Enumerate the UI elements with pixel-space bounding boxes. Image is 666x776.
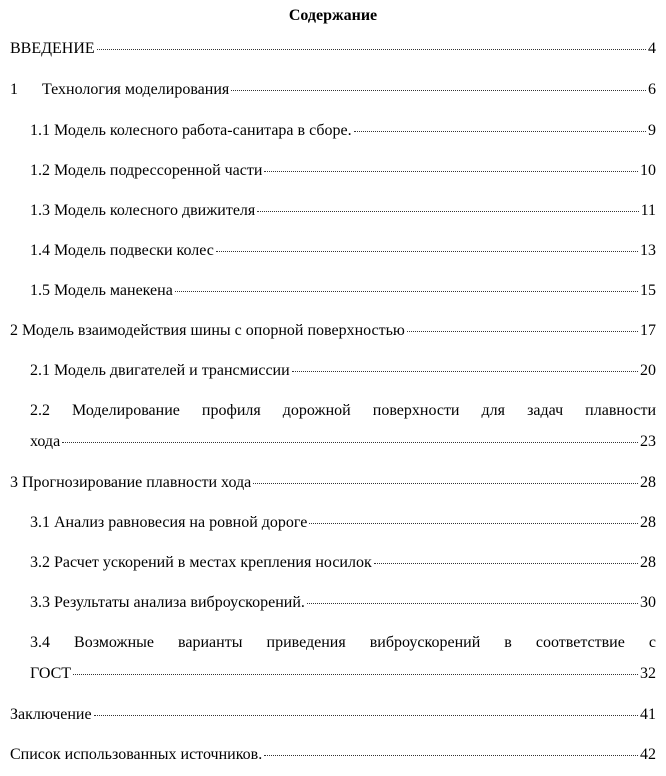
toc-page-number: 30	[640, 594, 656, 611]
toc-entry-text: 1.1 Модель колесного работа-санитара в сборе.	[30, 122, 352, 139]
toc-page-number: 28	[640, 514, 656, 531]
toc-entry-text-line-1: 3.4 Возможные варианты приведения виброускорений в соответствие с	[30, 634, 656, 651]
toc-entry-text: ГОСТ	[30, 665, 72, 682]
dot-leader	[253, 483, 638, 484]
toc-entry-text-line-1: 2.2 Моделирование профиля дорожной поверхности для задач плавности	[30, 402, 656, 419]
toc-page-number: 28	[640, 474, 656, 491]
dot-leader	[257, 211, 638, 212]
toc-chapter-number: 1	[10, 81, 18, 98]
toc-entry-chapter-3[interactable]	[10, 473, 656, 493]
toc-entry-text: 1.4 Модель подвески колес	[30, 242, 214, 259]
dot-leader	[309, 523, 638, 524]
toc-entry-3-3[interactable]	[30, 593, 656, 613]
toc-entry-text: Технология моделирования	[42, 81, 230, 98]
toc-page-number: 13	[640, 242, 656, 259]
toc-entry-conclusion[interactable]	[10, 705, 656, 725]
toc-entry-3-4[interactable]	[30, 633, 656, 684]
toc-page-number: 28	[640, 554, 656, 571]
dot-leader	[264, 755, 638, 756]
toc-entry-text: 1.2 Модель подрессоренной части	[30, 162, 263, 179]
toc-entry-text: 3 Прогнозирование плавности хода	[10, 474, 252, 491]
toc-page-number: 32	[640, 665, 656, 682]
toc-entry-1-4[interactable]	[30, 241, 656, 261]
toc-page-number: 20	[640, 362, 656, 379]
toc-page-number: 6	[648, 81, 656, 98]
dot-leader	[62, 442, 638, 443]
dot-leader	[231, 90, 646, 91]
toc-entry-1-5[interactable]	[30, 281, 656, 301]
toc-page-number: 23	[640, 433, 656, 450]
toc-page-number: 4	[648, 40, 656, 57]
dot-leader	[264, 171, 638, 172]
toc-entry-text: 2 Модель взаимодействия шины с опорной поверхностью	[10, 322, 405, 339]
toc-entry-text: 1.5 Модель манекена	[30, 282, 173, 299]
toc-entry-text: Список использованных источников.	[10, 746, 263, 763]
toc-page-number: 41	[640, 706, 656, 723]
toc-page-number: 11	[640, 202, 656, 219]
dot-leader	[175, 291, 638, 292]
dot-leader	[407, 331, 638, 332]
toc-page-number: 42	[640, 746, 656, 763]
toc-entry-2-1[interactable]	[30, 361, 656, 381]
toc-entry-2-2[interactable]	[30, 401, 656, 452]
toc-entry-text: ВВЕДЕНИЕ	[10, 40, 95, 57]
toc-entry-3-1[interactable]	[30, 513, 656, 533]
toc-entry-1-3[interactable]	[30, 201, 656, 221]
toc-entry-chapter-1[interactable]	[10, 80, 656, 100]
toc-entry-text: 3.1 Анализ равновесия на ровной дороге	[30, 514, 308, 531]
toc-page-number: 9	[648, 122, 656, 139]
toc-entry-text: Заключение	[10, 706, 92, 723]
dot-leader	[97, 49, 646, 50]
toc-entry-introduction[interactable]	[10, 39, 656, 59]
toc-entry-1-1[interactable]	[30, 121, 656, 141]
dot-leader	[216, 251, 638, 252]
toc-entry-text: 3.2 Расчет ускорений в местах крепления носилок	[30, 554, 372, 571]
toc-entry-chapter-2[interactable]	[10, 321, 656, 341]
dot-leader	[73, 674, 638, 675]
dot-leader	[292, 371, 638, 372]
toc-entry-text: 1.3 Модель колесного движителя	[30, 202, 256, 219]
toc-entry-text: хода	[30, 433, 61, 450]
toc-title: Содержание	[288, 7, 378, 24]
toc-entry-3-2[interactable]	[30, 553, 656, 573]
dot-leader	[94, 715, 638, 716]
dot-leader	[354, 131, 646, 132]
toc-page-number: 10	[640, 162, 656, 179]
toc-entry-references[interactable]	[10, 745, 656, 765]
toc-entry-text: 3.3 Результаты анализа виброускорений.	[30, 594, 305, 611]
toc-page-number: 17	[640, 322, 656, 339]
toc-entry-text: 2.1 Модель двигателей и трансмиссии	[30, 362, 290, 379]
dot-leader	[374, 563, 638, 564]
toc-page-number: 15	[640, 282, 656, 299]
toc-entry-1-2[interactable]	[30, 161, 656, 181]
dot-leader	[307, 603, 638, 604]
